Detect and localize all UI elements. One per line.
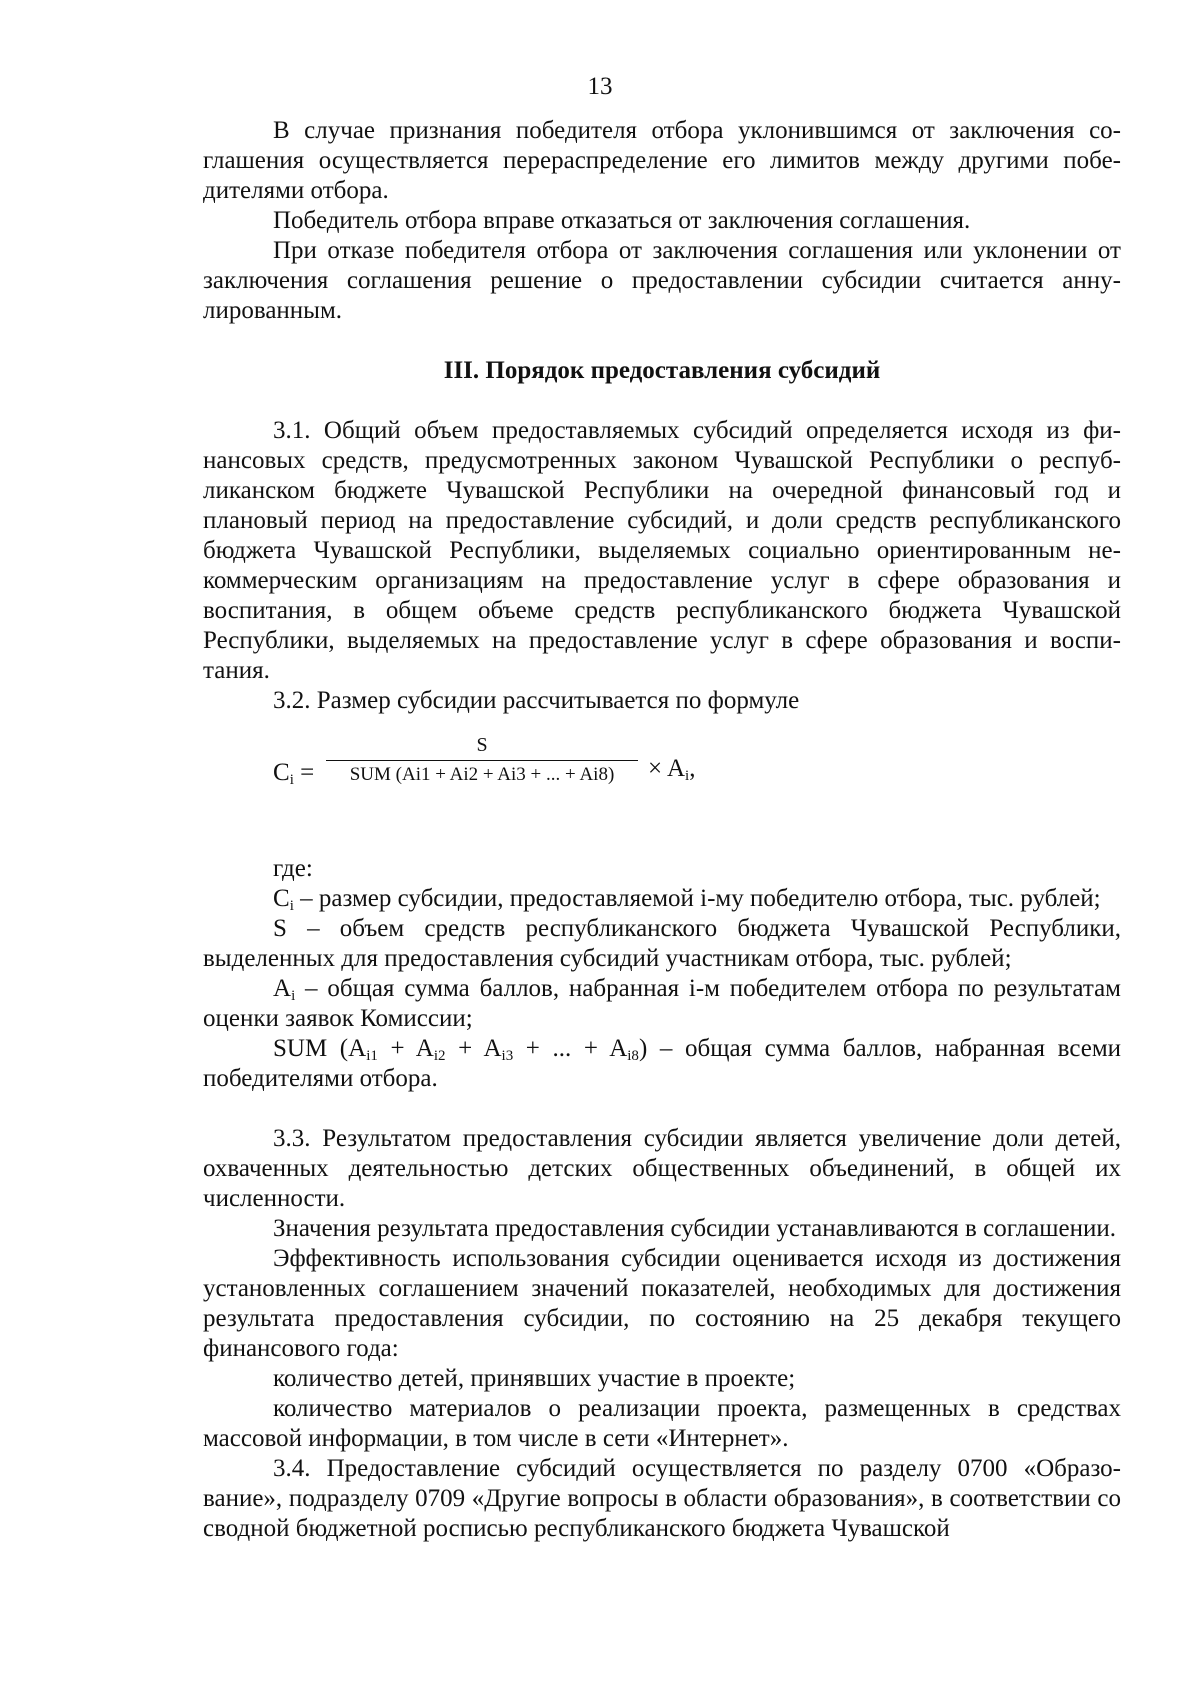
subsidy-formula — [203, 732, 1121, 820]
paragraph-3-4: 3.4. Предоставление субсидий осуществляется по разделу 0700 «Образование», подразделу 0709 «Другие вопросы в области образования», в соответствии со сводной бюджетной росписью республиканского бюджета Чувашской — [203, 1455, 1121, 1542]
definition-s: S – объем средств республиканского бюджета Чувашской Республики, выделенных для предоставления субсидий участникам отбора, тыс. рублей; — [203, 915, 1121, 972]
formula-rhs: × $A_i$, — [648, 755, 696, 784]
paragraph-evasion: В случае признания победителя отбора уклонившимся от заключения соглашения осуществляется перераспределение его лимитов между другими победителями отбора. — [203, 117, 1121, 204]
formula-fraction — [326, 732, 638, 787]
indicator-media: количество материалов о реализации проекта, размещенных в средствах массовой информации, в том числе в сети «Интернет». — [203, 1395, 1121, 1452]
formula-lhs: $C_i$ = — [273, 759, 315, 788]
paragraph-3-2: 3.2. Размер субсидии рассчитывается по формуле — [273, 687, 800, 714]
section-heading: III. Порядок предоставления субсидий — [443, 357, 881, 384]
paragraph-3-1: 3.1. Общий объем предоставляемых субсидий определяется исходя из финансовых средств, предусмотренных законом Чувашской Республики о республиканском бюджете Чувашской Республики на очередной финансовый год и плановый период на предоставление субсидий, и доли средств республиканского бюджета Чувашской Республики, выделяемых социально ориентированным некоммерческим организациям на предоставление услуг в сфере образования и воспитания, в общем объеме средств республиканского бюджета Чувашской Республики, выделяемых на предоставление услуг в сфере образования и воспитания. — [203, 417, 1121, 684]
paragraph-result-values: Значения результата предоставления субсидии устанавливаются в соглашении. — [273, 1215, 1116, 1242]
formula-denominator: SUM (Ai1 + Ai2 + Ai3 + ... + Ai8) — [349, 764, 615, 785]
paragraph-3-3: 3.3. Результатом предоставления субсидии является увеличение доли детей, охваченных деятельностью детских общественных объединений, в общей их численности. — [203, 1125, 1121, 1212]
paragraph-refusal-right: Победитель отбора вправе отказаться от заключения соглашения. — [273, 207, 971, 234]
page-number: 13 — [587, 73, 613, 100]
spacer — [203, 1094, 1121, 1124]
paragraph-refusal-annulment: При отказе победителя отбора от заключения соглашения или уклонении от заключения соглашения решение о предоставлении субсидии считается аннулированным. — [203, 237, 1121, 324]
indicator-children: количество детей, принявших участие в проекте; — [273, 1365, 796, 1392]
definition-sum: SUM ($A_{i1} + A_{i2} + A_{i3}$ + ... + $A_{i8}$) – общая сумма баллов, набранная всеми победителями отбора. — [203, 1035, 1122, 1092]
formula-numerator: S — [476, 734, 488, 756]
definition-ai: $A_i$ – общая сумма баллов, набранная i-м победителем отбора по результатам оценки заявок Комиссии; — [203, 975, 1121, 1032]
paragraph-efficiency: Эффективность использования субсидии оценивается исходя из достижения установленных соглашением значений показателей, необходимых для достижения результата предоставления субсидии, по состоянию на 25 декабря текущего финансового года: — [203, 1245, 1121, 1362]
definition-ci: $C_i$ – размер субсидии, предоставляемой i-му победителю отбора, тыс. рублей; — [273, 885, 1101, 914]
document-body — [203, 116, 1121, 1544]
where-label: где: — [273, 855, 313, 882]
fraction-bar — [326, 760, 638, 761]
